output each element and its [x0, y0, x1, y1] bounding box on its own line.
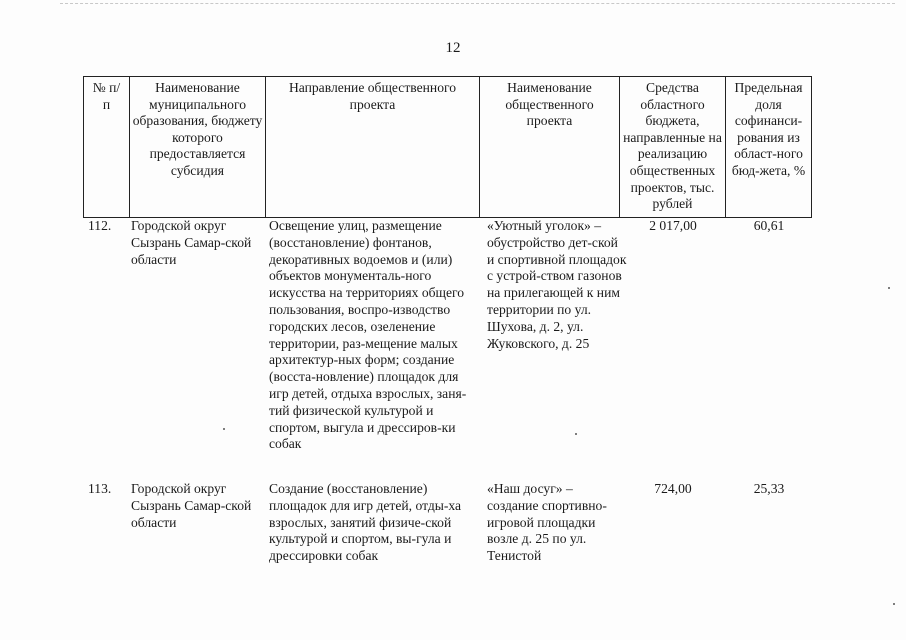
- scan-speck: [223, 428, 225, 430]
- header-direction: Направление общественного проекта: [266, 77, 480, 218]
- row-direction: Освещение улиц, размещение (восстановление) фонтанов, декоративных водоемов и (или) объектов монументаль-ного искусства на территориях общего пользования, воспро-изводство городских лесов, озеленение территории, раз-мещение малых архитектур-ных форм; создание (восста-новление) площадок для игр детей, отдыха взрослых, заня-тий физической культурой и спортом, выгула и дрессиров-ки собак: [269, 218, 467, 452]
- row-funds: 2 017,00: [649, 218, 697, 233]
- table-header: [83, 76, 812, 218]
- row-share: 60,61: [753, 218, 785, 233]
- scan-edge-line: [60, 3, 895, 4]
- scan-speck: [888, 287, 890, 289]
- row-project-name: «Наш досуг» – создание спортивно-игровой площадки возле д. 25 по ул. Тенистой: [487, 481, 607, 564]
- row-municipality: Городской округ Сызрань Самар-ской области: [131, 481, 252, 530]
- header-share: Предельная доля софинанси-рования из област-ного бюд-жета, %: [726, 77, 812, 218]
- row-num: 112.: [88, 218, 112, 233]
- row-direction: Создание (восстановление) площадок для игр детей, отды-ха взрослых, занятий физиче-ской культурой и спортом, вы-гула и дрессировки собак: [269, 481, 462, 564]
- scan-speck: [575, 433, 577, 435]
- row-share: 25,33: [753, 481, 785, 496]
- row-project-name: «Уютный уголок» – обустройство дет-ской и спортивной площадок с устрой-ством газонов на прилегающей к ним территории по ул. Шухова, д. 2, ул. Жуковского, д. 25: [487, 218, 627, 351]
- row-num: 113.: [88, 481, 112, 496]
- row-municipality: Городской округ Сызрань Самар-ской области: [131, 218, 252, 267]
- header-funds: Средства областного бюджета, направленные на реализацию общественных проектов, тыс. рублей: [620, 77, 726, 218]
- page-number: 12: [445, 40, 461, 56]
- subsidy-table: [83, 76, 812, 218]
- header-num: № п/п: [84, 77, 130, 218]
- row-funds: 724,00: [654, 481, 692, 496]
- header-municipality: Наименование муниципального образования, бюджету которого предоставляется субсидия: [130, 77, 266, 218]
- scan-speck: [893, 603, 895, 605]
- header-project-name: Наименование общественного проекта: [480, 77, 620, 218]
